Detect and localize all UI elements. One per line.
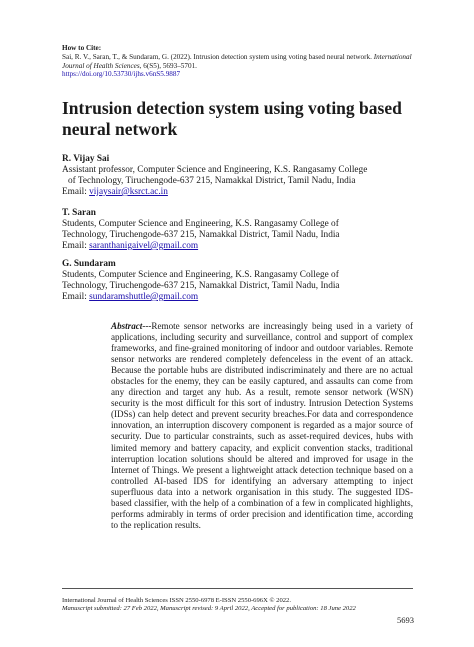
citation-text (62, 53, 422, 79)
author-block (62, 154, 432, 198)
email-label: Email: (62, 292, 87, 302)
author-affiliation: Assistant professor, Computer Science and Engineering, K.S. Rangasamy College (62, 165, 368, 175)
author-name: R. Vijay Sai (62, 154, 110, 164)
citation-volume: 6(S5), 5693–5701. (143, 61, 197, 70)
paper-title: Intrusion detection system using voting based neural network (62, 98, 402, 139)
author-affiliation: of Technology, Tiruchengode-637 215, Namakkal District, Tamil Nadu, India (68, 176, 356, 186)
author-email-link[interactable]: sundaramshuttle@gmail.com (89, 292, 199, 302)
author-affiliation: Technology, Tiruchengode-637 215, Namakkal District, Tamil Nadu, India (62, 281, 340, 291)
author-affiliation: Technology, Tiruchengode-637 215, Namakkal District, Tamil Nadu, India (62, 230, 340, 240)
abstract-label: Abstract--- (111, 321, 152, 331)
author-name: T. Saran (62, 208, 96, 218)
abstract-text: Remote sensor networks are increasingly being used in a variety of applications, including security and surveillance, control and support of complex frameworks, and fine-grained monitoring of indoor and outdoor variables. Remote sensor networks are rendered completely defenceless in the event of an attack. Because the portable hubs are distributed indiscriminately and there are no actual obstacles for the enemy, they can be easily captured, and assaults can come from any direction and target any hub. As a result, remote sensor network (WSN) security is the most difficult for this sort of industry. Intrusion Detection Systems (IDSs) can help detect and prevent security breaches.For data and correspondence innovation, an interruption discovery component is regarded as a major source of security. Due to particular constraints, such as asset-required devices, hubs with limited memory and battery capacity, and explicit convention stacks, traditional interruption location solutions should be altered and improved for usage in the Internet of Things. We present a lightweight attack detection technique based on a controlled AI-based IDS for identifying an adversary attempting to inject superfluous data into a network organisation in this study. The suggested IDS-based classifier, with the help of a combination of a few in complicated highlights, performs admirably in terms of order precision and identification time, according to the replication results. (111, 321, 413, 530)
author-block (62, 259, 432, 303)
email-label: Email: (62, 241, 87, 251)
author-block (62, 208, 432, 252)
author-email-link[interactable]: vijaysair@ksrct.ac.in (89, 187, 168, 197)
citation-journal: International Journal of Health Sciences, (62, 53, 412, 70)
author-affiliation: Students, Computer Science and Engineering, K.S. Rangasamy College of (62, 270, 339, 280)
citation-doi-link[interactable]: https://doi.org/10.53730/ijhs.v6nS5.9887 (62, 70, 181, 79)
author-name: G. Sundaram (62, 259, 116, 269)
footer-divider (62, 588, 413, 589)
footer-journal-line: International Journal of Health Sciences ISSN 2550-6978 E-ISSN 2550-696X © 2022. (62, 597, 291, 604)
citation-authors: Sai, R. V., Saran, T., & Sundaram, G. (2022). Intrusion detection system using voting based neural network. (62, 53, 372, 61)
abstract (111, 321, 413, 531)
footer-manuscript-dates: Manuscript submitted: 27 Feb 2022, Manuscript revised: 9 April 2022, Accepted for publication: 18 June 2022 (62, 604, 356, 612)
author-affiliation: Students, Computer Science and Engineering, K.S. Rangasamy College of (62, 219, 339, 229)
page-number: 5693 (397, 615, 414, 625)
footer (62, 597, 422, 612)
email-label: Email: (62, 187, 87, 197)
author-email-link[interactable]: saranthanigaivel@gmail.com (89, 241, 199, 251)
citation-heading: How to Cite: (62, 44, 102, 52)
